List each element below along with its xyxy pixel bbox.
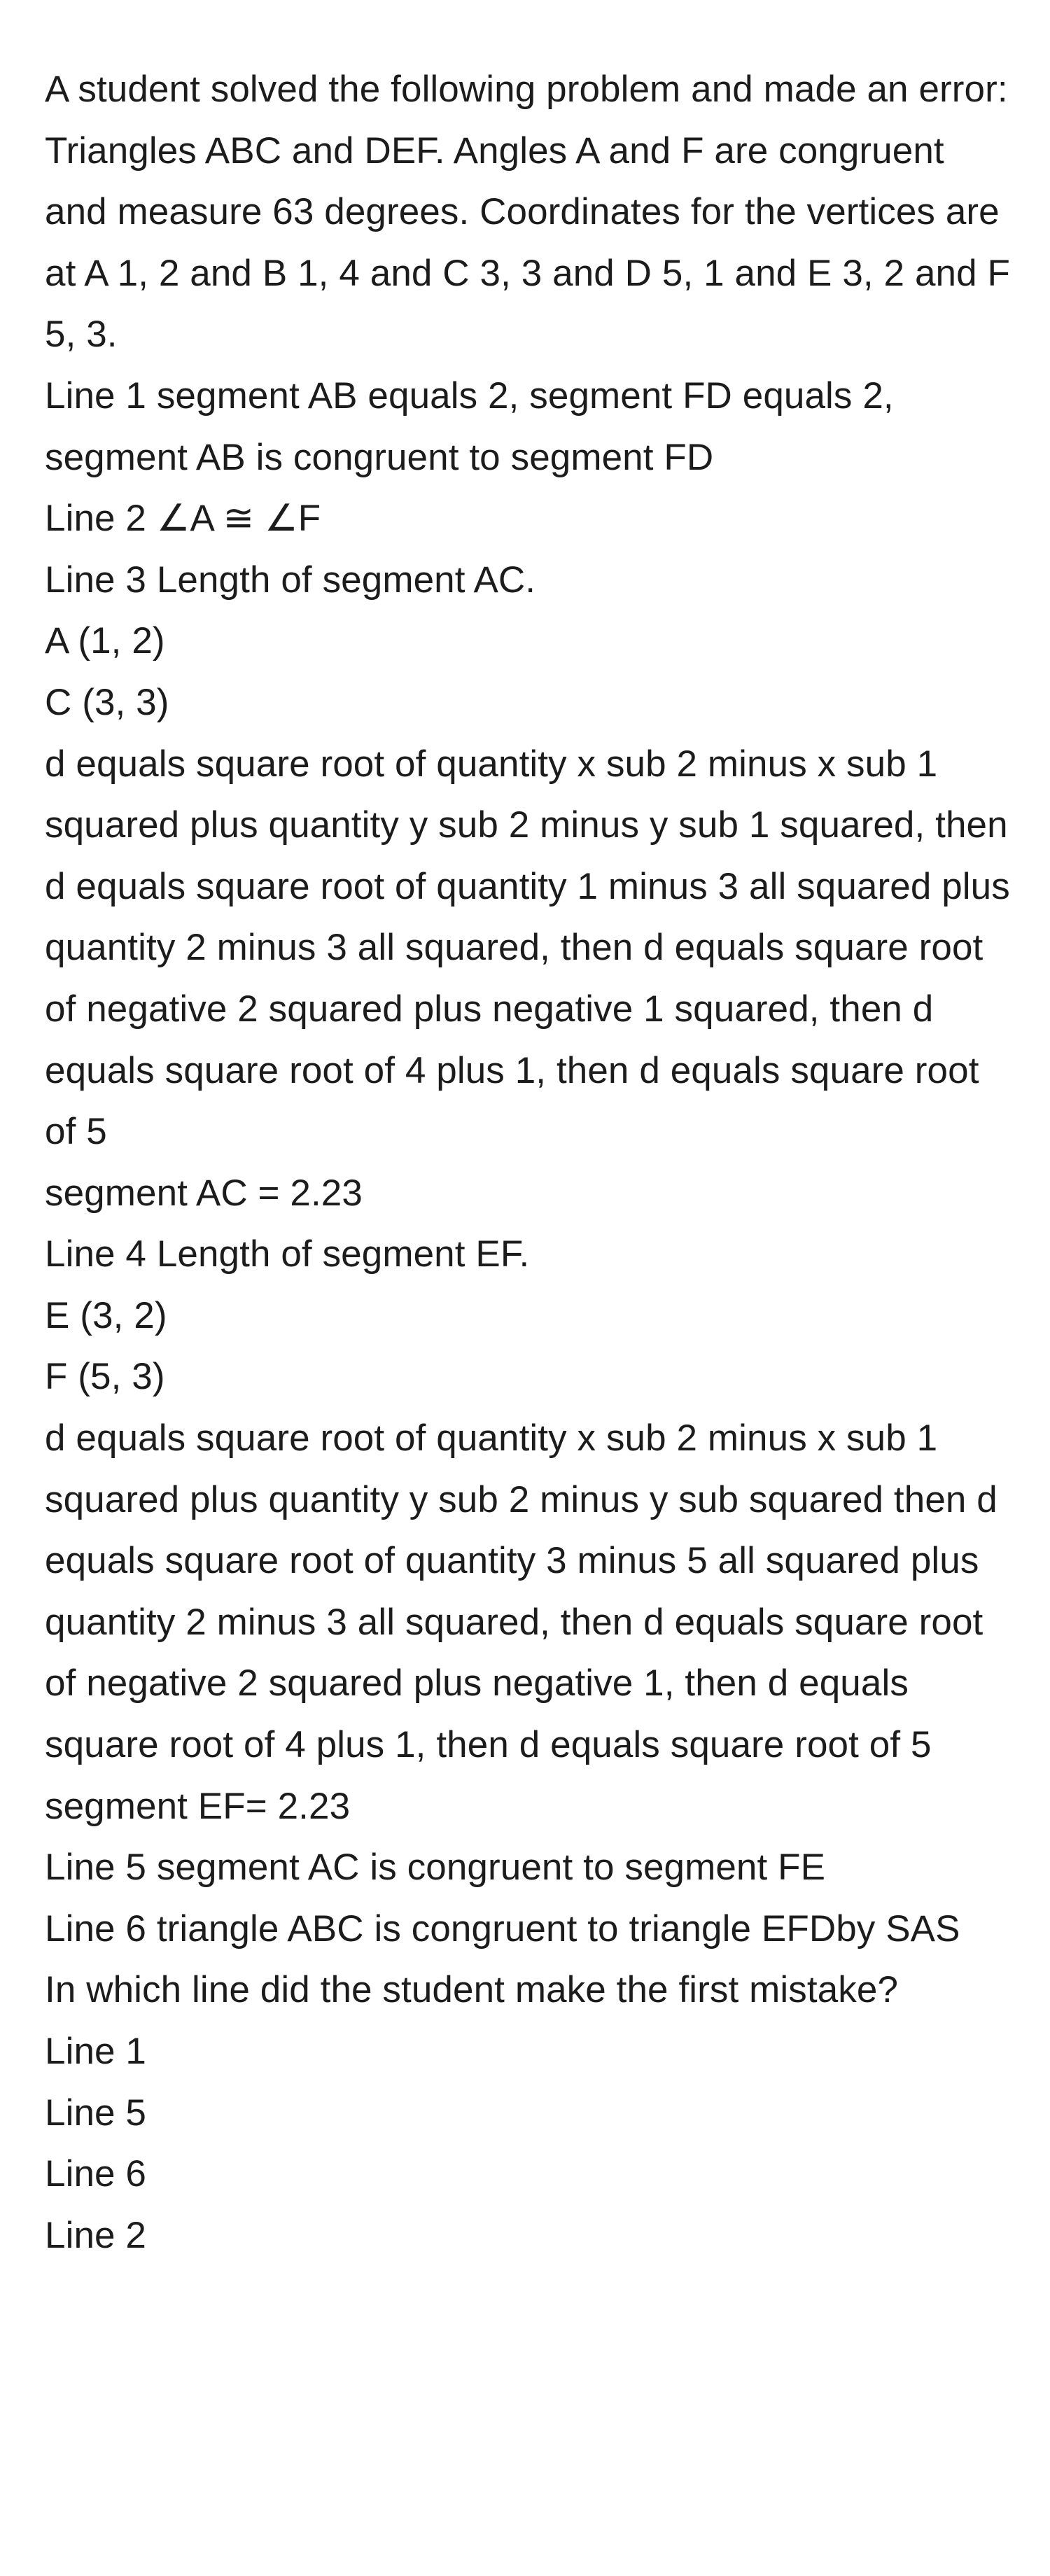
line-3-work: d equals square root of quantity x sub 2 minus x sub 1 squared plus quantity y sub 2 minus y sub 1 squared, then d equals square root of quantity 1 minus 3 all squared plus quantity 2 minus 3 all squared, then d equals square root of negative 2 squared plus negative 1 squared, then d equals square root of 4 plus 1, then d equals square root of 5 [45, 743, 1010, 1153]
line-6: Line 6 triangle ABC is congruent to triangle EFDby SAS [45, 1907, 960, 1949]
line-4-point-f: F (5, 3) [45, 1356, 165, 1398]
line-3-result: segment AC = 2.23 [45, 1172, 363, 1214]
choice-item: Line 5 [45, 2092, 147, 2134]
line-4-point-e: E (3, 2) [45, 1294, 167, 1336]
line-4-result: segment EF= 2.23 [45, 1785, 351, 1827]
line-4-work: d equals square root of quantity x sub 2 minus x sub 1 squared plus quantity y sub 2 minus y sub squared then d equals square root of quantity 3 minus 5 all squared plus quantity 2 minus 3 all squared, then d equals square root of negative 2 squared plus negative 1, then d equals square root of 4 plus 1, then d equals square root of 5 [45, 1418, 997, 1766]
choice-item: Line 1 [45, 2031, 147, 2072]
choice-item: Line 2 [45, 2214, 147, 2256]
intro-text: A student solved the following problem and made an error: [45, 69, 1008, 110]
line-1: Line 1 segment AB equals 2, segment FD equals 2, segment AB is congruent to segment FD [45, 374, 894, 478]
line-3-point-a: A (1, 2) [45, 620, 165, 662]
problem-document [45, 59, 1011, 2266]
line-3-point-c: C (3, 3) [45, 681, 169, 723]
line-5: Line 5 segment AC is congruent to segment FE [45, 1847, 826, 1889]
line-4-heading: Line 4 Length of segment EF. [45, 1233, 530, 1275]
line-3-heading: Line 3 Length of segment AC. [45, 559, 536, 601]
question-text: In which line did the student make the first mistake? [45, 1969, 899, 2011]
line-2: Line 2 ∠A ≅ ∠F [45, 498, 321, 540]
choice-item: Line 6 [45, 2153, 147, 2195]
problem-statement: Triangles ABC and DEF. Angles A and F are congruent and measure 63 degrees. Coordinates for the vertices are at A 1, 2 and B 1, 4 and C 3, 3 and D 5, 1 and E 3, 2 and F 5, 3. [45, 130, 1010, 356]
